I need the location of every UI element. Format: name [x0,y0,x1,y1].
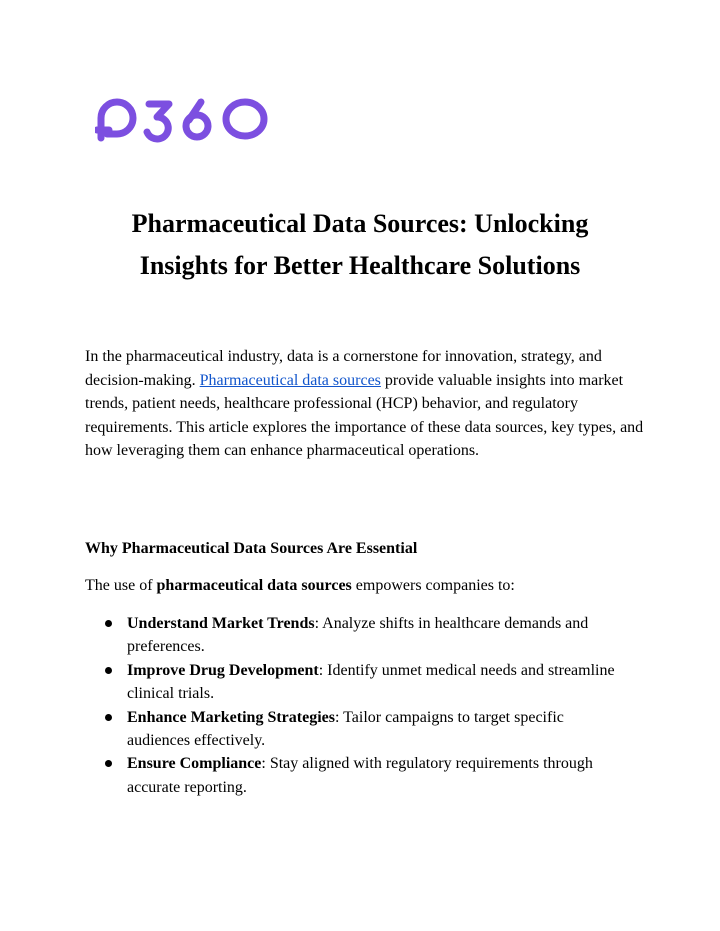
intro-text-start: In the pharmaceutical industry, data is a cornerstone for innovation, strategy, and decision-making. [85,348,602,389]
intro-text-end: provide valuable insights into market trends, patient needs, healthcare professional (HCP) behavior, and regulatory requirements. This article explores the importance of these data sources, key types, and how leveraging them can enhance pharmaceutical operations. [85,371,644,460]
list-item-text: : Tailor campaigns to target specific audiences effectively. [127,708,564,750]
intro-paragraph [85,345,645,463]
list-item [85,612,625,659]
list-item-title: Ensure Compliance [127,755,262,773]
list-item-text: : Analyze shifts in healthcare demands and preferences. [127,615,589,656]
list-item [85,706,625,753]
section-heading: Why Pharmaceutical Data Sources Are Essential [85,540,418,557]
lead-bold-text: pharmaceutical data sources [156,577,352,594]
title-line-1: Pharmaceutical Data Sources: Unlocking [131,209,589,238]
bullet-dot-icon [105,667,112,674]
p360-logo [95,96,271,144]
lead-paragraph [85,575,515,597]
bullet-dot-icon [105,620,112,627]
list-item-title: Enhance Marketing Strategies [127,708,335,726]
bullet-dot-icon [105,714,112,721]
p360-logo-mark [95,96,271,144]
list-item-title: Improve Drug Development [127,661,319,679]
lead-text-end: empowers companies to: [351,577,515,594]
pharmaceutical-data-sources-link[interactable]: Pharmaceutical data sources [199,371,381,389]
list-item [85,752,625,799]
list-item-text: : Stay aligned with regulatory requirements through accurate reporting. [127,755,593,796]
benefits-list [85,612,625,799]
document-title [60,203,660,287]
bullet-dot-icon [105,760,112,767]
list-item [85,659,625,706]
list-item-text: : Identify unmet medical needs and streamline clinical trials. [127,661,615,703]
list-item-title: Understand Market Trends [127,615,315,632]
lead-text-start: The use of [85,577,157,594]
title-line-2: Insights for Better Healthcare Solutions [139,251,581,280]
